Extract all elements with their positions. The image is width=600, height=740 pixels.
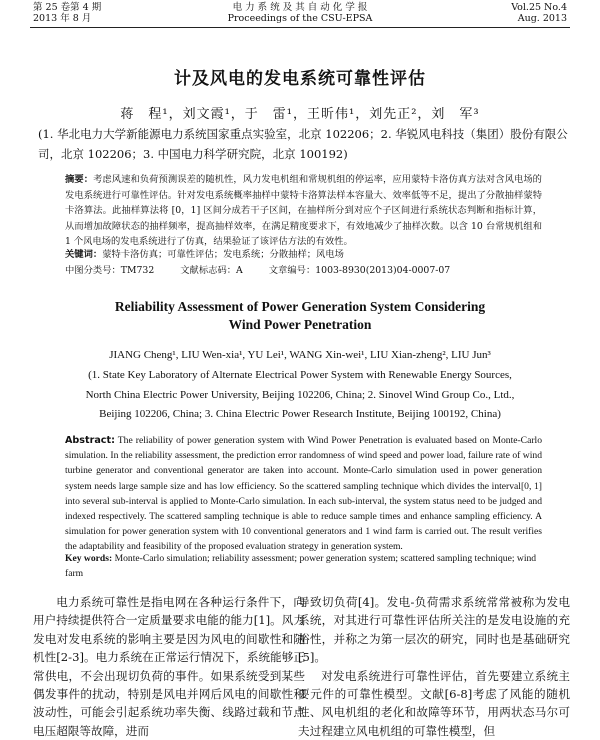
- keywords-en-label: Key words:: [65, 553, 113, 564]
- abstract-cn-label: 摘要：: [65, 174, 94, 185]
- volume-issue: 第 25 卷第 4 期: [33, 2, 102, 13]
- abstract-en: [65, 433, 542, 555]
- affiliations-cn: (1. 华北电力大学新能源电力系统国家重点实验室，北京 102206；2. 华锐风电科技（集团）股份有限公司，北京 102206；3. 中国电力科学研究院，北京 100192): [38, 127, 568, 161]
- authors-en: JIANG Cheng¹, LIU Wen-xia¹, YU Lei¹, WANG Xin-wei¹, LIU Xian-zheng², LIU Jun³: [109, 349, 491, 361]
- abstract-en-text: The reliability of power generation system with Wind Power Penetration is evaluated based on Monte-Carlo simulation. In the reliability assessment, the prediction error randomness of wind speed and power load, failure rate of wind turbine generator and conventional generator are taken into account. Monte-Carlo simulation used in power generation system needs large sample size and has low efficiency. So the scattered sampling technique which divides the interval[0, 1] into several sub-interval is applied to Monte-Carlo simulation. In each sub-interval, the system status need to be judged and indexed respectively. The scattered sampling technique is able to reduce sample times and enhance sampling efficiency. A simulation for power generation system with 10 conventional generators and 1 wind farm is carried out. The result verifies the adaptability and feasibility of the proposed evaluation strategy in generation system.: [65, 435, 543, 553]
- keywords-cn-label: 关键词：: [65, 249, 103, 260]
- publication-date-en: Aug. 2013: [517, 13, 567, 24]
- publication-date: 2013 年 8 月: [33, 13, 92, 24]
- body-right-paragraph-2: 对发电系统进行可靠性评估，首先要建立系统主要元件的可靠性模型。文献[6-8]考虑了风能的随机性、风电机组的老化和故障等环节，用两状态马尔可夫过程建立风电机组的可靠性模型，但: [298, 668, 570, 738]
- keywords-en-text: Monte-Carlo simulation; reliability assessment; power generation system; scattered sampling technique; wind farm: [65, 553, 537, 580]
- affiliations-en: [30, 366, 570, 425]
- paper-title-en-line2: Wind Power Penetration: [228, 317, 372, 332]
- keywords-cn-text: 蒙特卡洛仿真；可靠性评估；发电系统；分散抽样；风电场: [102, 249, 344, 260]
- keywords-cn: [65, 248, 542, 262]
- affiliation-en-line: Beijing 102206, China; 3. China Electric Power Research Institute, Beijing 100192, China): [99, 408, 501, 420]
- body-left-column: 电力系统可靠性是指电网在各种运行条件下，向用户持续提供符合一定质量要求电能的能力[1]。风力发电对发电系统的影响主要是因为风电的间歇性和随机性[2-3]。电力系统在正常运行情况下，系统能够正常供电，不会出现切负荷的事件。如果系统受到某些偶发事件的扰动，特别是风电并网后风电的间歇性和波动性，可能会引起系统功率失衡、线路过载和节点电压超限等故障，进而: [33, 595, 305, 738]
- paper-title-cn: 计及风电的发电系统可靠性评估: [174, 69, 426, 89]
- affiliation-en-line: North China Electric Power University, Beijing 102206, China; 2. Sinovel Wind Group Co., Ltd.,: [85, 388, 515, 401]
- paper-title-en: [0, 298, 600, 334]
- journal-name-en: Proceedings of the CSU-EPSA: [227, 13, 373, 24]
- body-right-column: [298, 593, 570, 740]
- journal-name: [0, 2, 600, 24]
- paper-title-en-line1: Reliability Assessment of Power Generation System Considering: [114, 299, 486, 314]
- abstract-cn-text: 考虑风速和负荷预测误差的随机性，风力发电机组和常规机组的停运率，应用蒙特卡洛仿真方法对含风电场的发电系统进行可靠性评估。针对发电系统概率抽样中蒙特卡洛算法样本容量大、效率低等不足，提出了分散抽样蒙特卡洛算法。此抽样算法将 [0，1] 区间分成若干子区间，在抽样所分到对应个子区间进行系统状态判断和指标计算，从而增加故障状态的抽样频率，提高抽样效率，在满足精度要求下，有效地减少了抽样次数。以含 10 台常规机组和 1 个风电场的发电系统进行了仿真，结果验证了该评估方法的有效性。: [65, 174, 542, 248]
- abstract-en-label: Abstract:: [65, 435, 115, 446]
- header-divider: [30, 27, 570, 28]
- classification-cn: [65, 264, 542, 278]
- body-right-paragraph-1: 导致切负荷[4]。发电-负荷需求系统常常被称为发电系统，对其进行可靠性评估所关注的是发电设施的充裕性，并称之为第一层次的研究，同时也是基础研究[5]。: [298, 595, 570, 665]
- document-code: 文献标志码：A: [180, 265, 243, 276]
- journal-volume-info-en: [511, 2, 567, 24]
- journal-name-cn: 电 力 系 统 及 其 自 动 化 学 报: [232, 2, 368, 13]
- clc-number: 中图分类号：TM732: [65, 265, 155, 276]
- keywords-en: [65, 551, 542, 581]
- affiliation-en-line: (1. State Key Laboratory of Alternate Electrical Power System with Renewable Energy Sources,: [88, 369, 512, 381]
- article-number: 文章编号：1003-8930(2013)04-0007-07: [268, 265, 451, 276]
- authors-cn: 蒋 程¹，刘文霞¹，于 雷¹，王昕伟¹，刘先正²，刘 军³: [120, 107, 480, 122]
- abstract-cn: [65, 172, 542, 250]
- volume-issue-en: Vol.25 No.4: [511, 2, 567, 13]
